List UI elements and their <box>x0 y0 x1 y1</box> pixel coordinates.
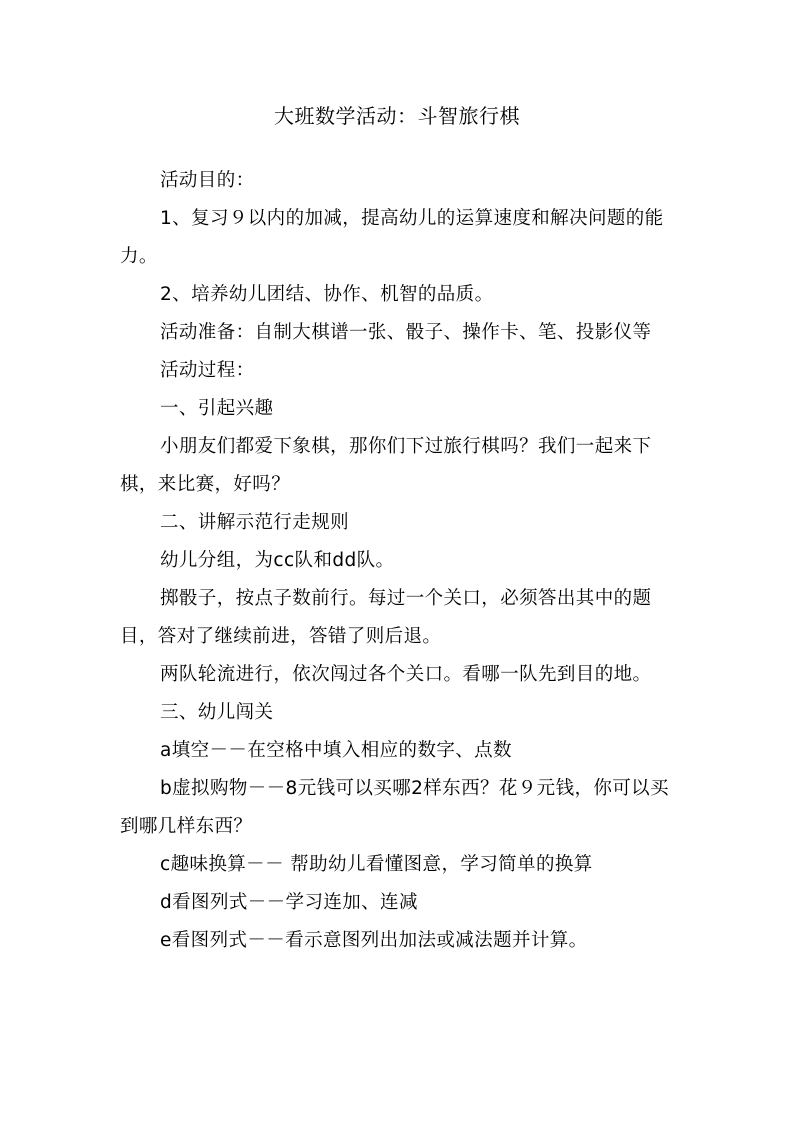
paragraph-task-a: a填空－－在空格中填入相应的数字、点数 <box>160 740 512 761</box>
paragraph-task-b: b虚拟购物－－8元钱可以买哪2样东西？花９元钱，你可以买到哪几样东西？ <box>120 778 669 837</box>
paragraph-section-3-heading: 三、幼儿闯关 <box>160 702 274 723</box>
paragraph-objectives-heading: 活动目的： <box>160 170 255 191</box>
document-body <box>120 162 676 960</box>
document-title: 大班数学活动：斗智旅行棋 <box>274 104 520 128</box>
paragraph-task-c: c趣味换算－－ 帮助幼儿看懂图意，学习简单的换算 <box>160 854 593 875</box>
paragraph-section-2-heading: 二、讲解示范行走规则 <box>160 512 350 533</box>
paragraph-turns-rule: 两队轮流进行，依次闯过各个关口。看哪一队先到目的地。 <box>160 664 652 685</box>
paragraph-dice-rule: 掷骰子，按点子数前行。每过一个关口，必须答出其中的题目，答对了继续前进，答错了则后退。 <box>120 588 652 647</box>
paragraph-task-e: e看图列式－－看示意图列出加法或减法题并计算。 <box>160 930 588 951</box>
paragraph-section-1-heading: 一、引起兴趣 <box>160 398 274 419</box>
paragraph-objective-2: 2、培养幼儿团结、协作、机智的品质。 <box>160 284 494 305</box>
paragraph-task-d: d看图列式－－学习连加、连减 <box>160 892 418 913</box>
paragraph-preparation: 活动准备：自制大棋谱一张、骰子、操作卡、笔、投影仪等 <box>160 322 652 343</box>
paragraph-section-1-text: 小朋友们都爱下象棋，那你们下过旅行棋吗？我们一起来下棋，来比赛，好吗？ <box>120 436 652 495</box>
paragraph-objective-1: 1、复习９以内的加减，提高幼儿的运算速度和解决问题的能力。 <box>120 208 664 267</box>
paragraph-process-heading: 活动过程： <box>160 360 255 381</box>
paragraph-grouping: 幼儿分组，为cc队和dd队。 <box>160 550 395 571</box>
